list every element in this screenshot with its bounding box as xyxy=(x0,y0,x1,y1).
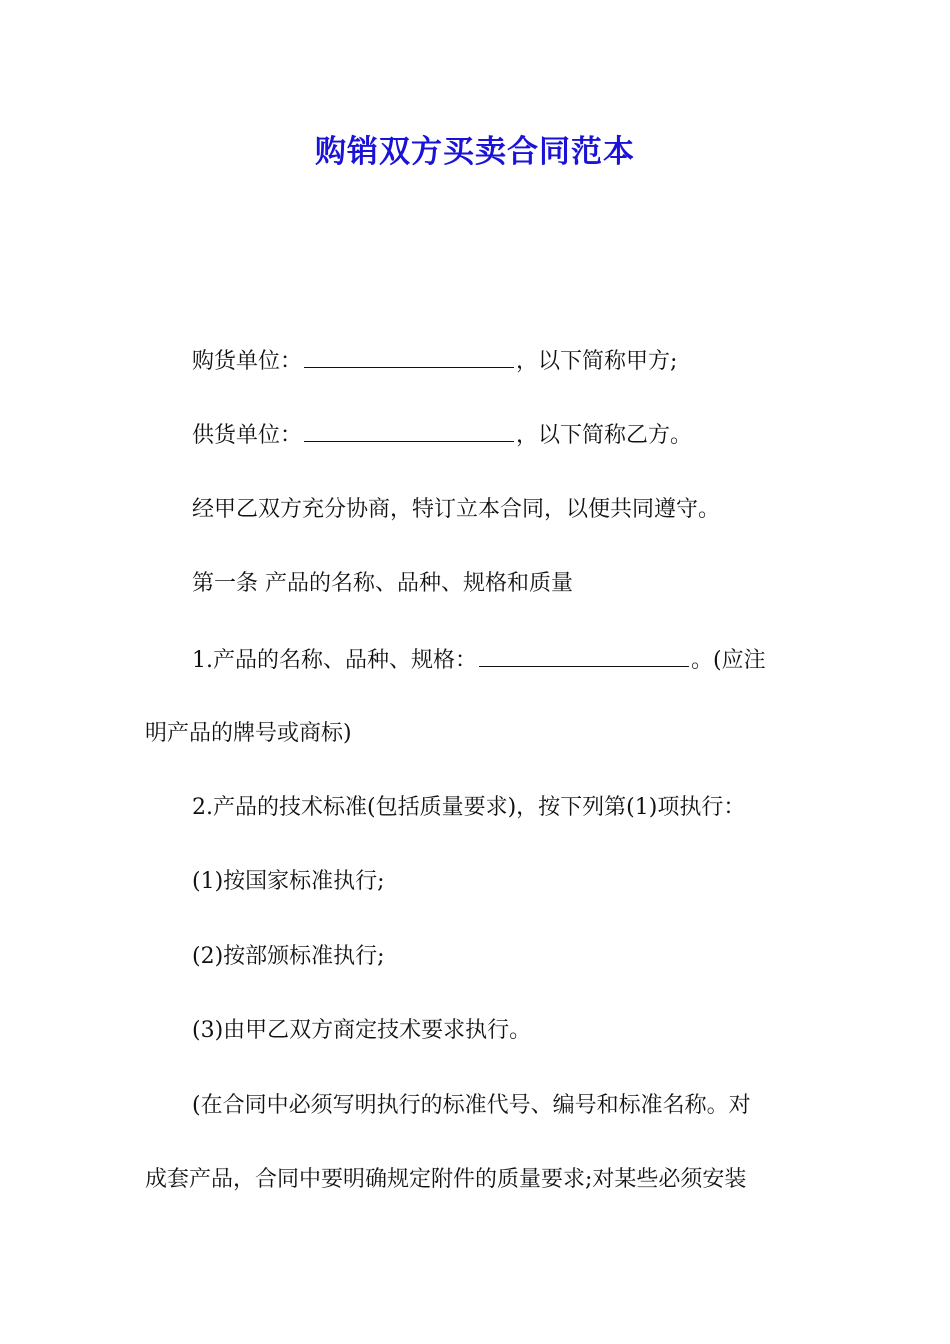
option-2-line: (2)按部颁标准执行; xyxy=(192,944,385,969)
supplier-suffix: ，以下简称乙方。 xyxy=(516,423,693,448)
buyer-blank-field[interactable] xyxy=(304,341,514,368)
item-1-continuation: 明产品的牌号或商标) xyxy=(145,721,352,746)
item-1-line xyxy=(0,640,950,681)
supplier-line xyxy=(0,415,950,456)
option-1-line: (1)按国家标准执行; xyxy=(192,869,385,894)
note-line-1: (在合同中必须写明执行的标准代号、编号和标准名称。对 xyxy=(192,1093,751,1118)
intro-paragraph: 经甲乙双方充分协商，特订立本合同，以便共同遵守。 xyxy=(192,497,721,522)
buyer-line xyxy=(0,341,950,382)
item-1-label: 1.产品的名称、品种、规格： xyxy=(192,648,477,673)
buyer-suffix: ，以下简称甲方; xyxy=(516,349,678,374)
article-1-heading: 第一条 产品的名称、品种、规格和质量 xyxy=(192,571,573,596)
product-name-blank-field[interactable] xyxy=(479,640,689,667)
buyer-label: 购货单位： xyxy=(192,349,303,374)
supplier-blank-field[interactable] xyxy=(304,415,514,442)
note-line-2: 成套产品，合同中要明确规定附件的质量要求;对某些必须安装 xyxy=(145,1167,747,1192)
item-1-suffix: 。(应注 xyxy=(691,648,766,673)
document-title: 购销双方买卖合同范本 xyxy=(315,134,635,170)
supplier-label: 供货单位： xyxy=(192,423,303,448)
item-2-line: 2.产品的技术标准(包括质量要求)，按下列第(1)项执行： xyxy=(192,795,746,820)
option-3-line: (3)由甲乙双方商定技术要求执行。 xyxy=(192,1018,532,1043)
